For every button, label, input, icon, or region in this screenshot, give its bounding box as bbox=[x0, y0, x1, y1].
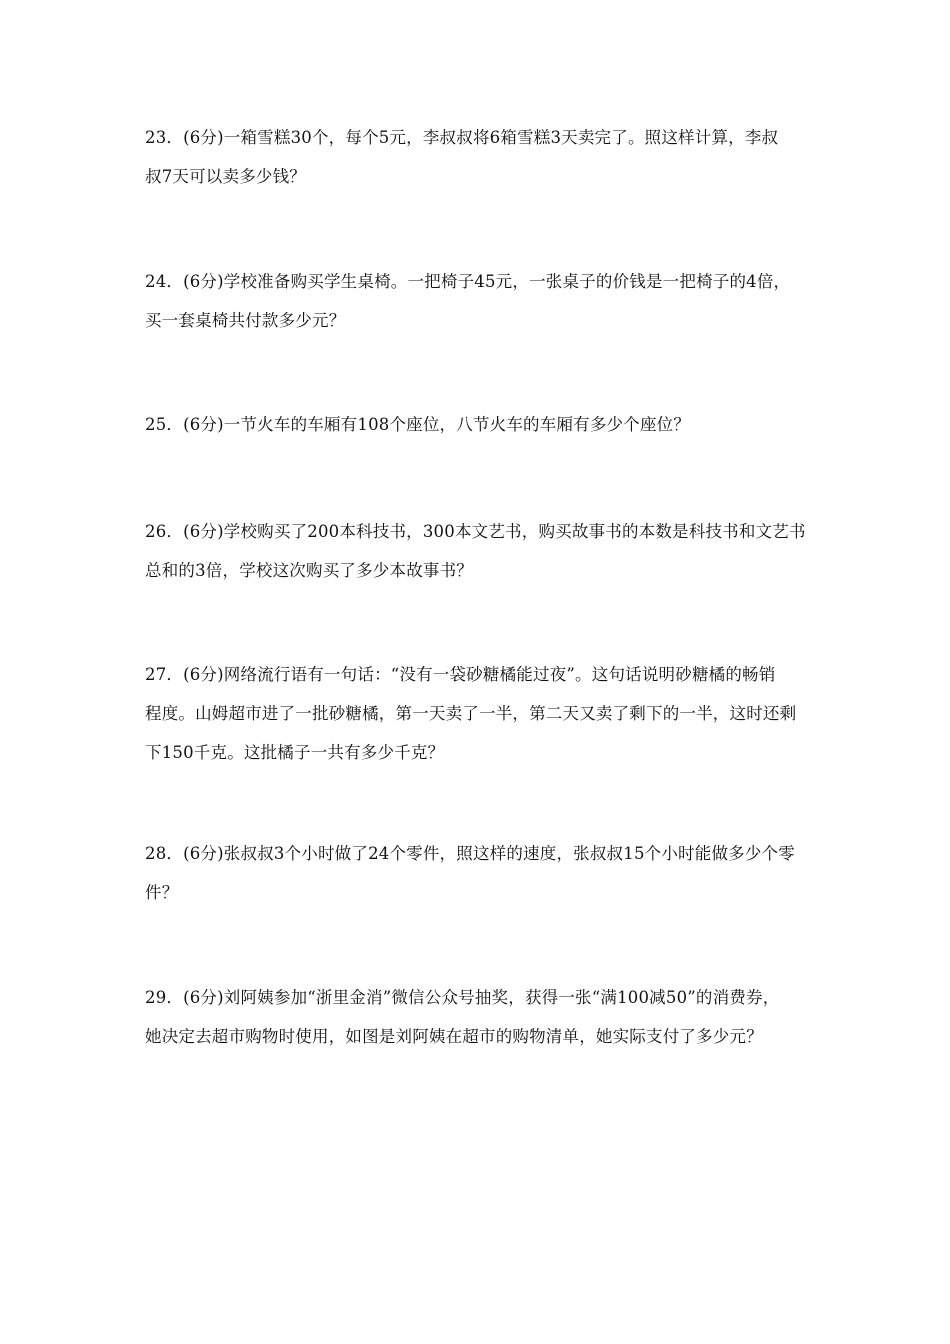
question-26 bbox=[145, 512, 810, 590]
question-25 bbox=[145, 405, 810, 444]
question-23-line-2: 叔7天可以卖多少钱？ bbox=[145, 167, 306, 186]
question-27-line-1: 27．(6分)网络流行语有一句话：“没有一袋砂糖橘能过夜”。这句话说明砂糖橘的畅销 bbox=[145, 665, 776, 684]
question-26-line-1: 26．(6分)学校购买了200本科技书，300本文艺书，购买故事书的本数是科技书和文艺书 bbox=[145, 522, 806, 541]
question-23 bbox=[145, 118, 810, 196]
question-29 bbox=[145, 978, 810, 1056]
question-23-line-1: 23．(6分)一箱雪糕30个，每个5元，李叔叔将6箱雪糕3天卖完了。照这样计算，李叔 bbox=[145, 128, 779, 147]
question-29-line-2: 她决定去超市购物时使用，如图是刘阿姨在超市的购物清单，她实际支付了多少元？ bbox=[145, 1027, 763, 1046]
question-25-line-1: 25．(6分)一节火车的车厢有108个座位，八节火车的车厢有多少个座位？ bbox=[145, 415, 691, 434]
question-24-line-2: 买一套桌椅共付款多少元？ bbox=[145, 311, 346, 330]
question-28-line-2: 件？ bbox=[145, 883, 179, 902]
question-27 bbox=[145, 655, 810, 772]
question-29-line-1: 29．(6分)刘阿姨参加“浙里金消”微信公众号抽奖，获得一张“满100减50”的消费券， bbox=[145, 988, 780, 1007]
question-28 bbox=[145, 834, 810, 912]
question-24 bbox=[145, 262, 810, 340]
question-24-line-1: 24．(6分)学校准备购买学生桌椅。一把椅子45元，一张桌子的价钱是一把椅子的4倍， bbox=[145, 272, 791, 291]
question-26-line-2: 总和的3倍，学校这次购买了多少本故事书？ bbox=[145, 561, 473, 580]
question-27-line-2: 程度。山姆超市进了一批砂糖橘，第一天卖了一半，第二天又卖了剩下的一半，这时还剩 bbox=[145, 704, 797, 723]
question-28-line-1: 28．(6分)张叔叔3个小时做了24个零件，照这样的速度，张叔叔15个小时能做多少个零 bbox=[145, 844, 795, 863]
question-27-line-3: 下150千克。这批橘子一共有多少千克？ bbox=[145, 743, 445, 762]
